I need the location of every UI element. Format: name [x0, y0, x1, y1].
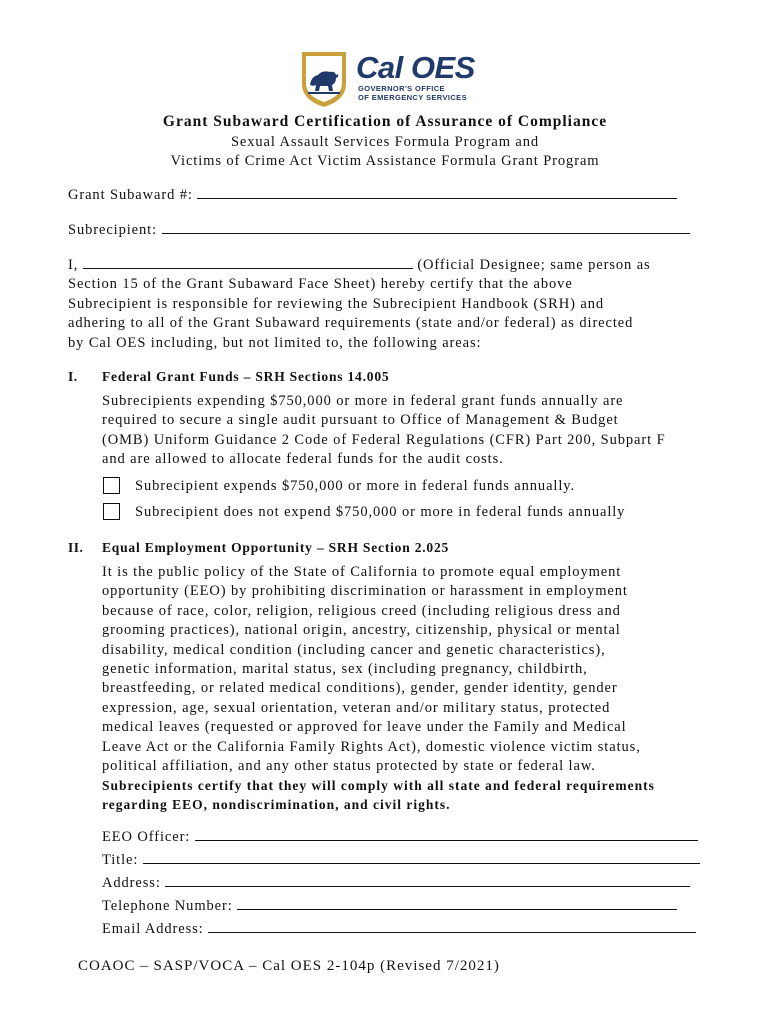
certification-line: regarding EEO, nondiscrimination, and civil rights.	[102, 797, 451, 813]
intro-line-1-text: (Official Designee; same person as	[417, 257, 651, 273]
section-1-line: (OMB) Uniform Guidance 2 Code of Federal Regulations (CFR) Part 200, Subpart F	[102, 431, 666, 448]
section-2-line: It is the public policy of the State of California to promote equal employment	[102, 564, 622, 580]
section-2-line: because of race, color, religion, religious creed (including religious dress and	[102, 602, 621, 619]
grant-subaward-label: Grant Subaward #:	[68, 187, 193, 203]
section-2-title: Equal Employment Opportunity – SRH Section 2.025	[102, 540, 450, 555]
not-expend-750k-label: Subrecipient does not expend $750,000 or more in federal funds annually	[135, 504, 626, 520]
section-2-line: expression, age, sexual orientation, veteran and/or military status, protected	[102, 699, 611, 716]
eeo-title-label: Title:	[102, 852, 139, 868]
section-2-line: breastfeeding, or related medical conditions), gender, gender identity, gender	[102, 680, 618, 697]
not-expend-750k-checkbox[interactable]	[103, 503, 120, 520]
subrecipient-row	[68, 221, 690, 239]
logo-subline-2: OF EMERGENCY SERVICES	[358, 93, 467, 102]
section-1-line: required to secure a single audit pursuant to Office of Management & Budget	[102, 412, 619, 429]
logo-subtext	[358, 84, 467, 102]
eeo-officer-label: EEO Officer:	[102, 829, 191, 845]
section-2-certification	[102, 776, 655, 815]
eeo-email-label: Email Address:	[102, 921, 204, 937]
expends-750k-label: Subrecipient expends $750,000 or more in federal funds annually.	[135, 478, 576, 494]
eeo-phone-row	[102, 897, 677, 915]
section-2-line: genetic information, marital status, sex (including pregnancy, childbirth,	[102, 661, 588, 678]
form-footer: COAOC – SASP/VOCA – Cal OES 2-104p (Revised 7/2021)	[78, 958, 500, 974]
grant-subaward-row	[68, 186, 677, 204]
subtitle-line-2: Victims of Crime Act Victim Assistance Formula Grant Program	[170, 153, 600, 169]
eeo-officer-field[interactable]	[195, 828, 698, 841]
intro-line-1	[68, 256, 651, 275]
expends-750k-checkbox[interactable]	[103, 477, 120, 494]
subrecipient-field[interactable]	[162, 221, 690, 234]
logo-brand-text: Cal OES	[356, 50, 475, 85]
intro-paragraph	[68, 256, 651, 353]
eeo-email-field[interactable]	[208, 920, 696, 933]
eeo-phone-field[interactable]	[237, 897, 677, 910]
subtitle-line-1: Sexual Assault Services Formula Program and	[230, 134, 540, 150]
certification-line: Subrecipients certify that they will comply with all state and federal requirements	[102, 778, 655, 793]
logo-subline-1: GOVERNOR'S OFFICE	[358, 84, 445, 93]
eeo-address-row	[102, 874, 690, 892]
section-1-number: I.	[68, 369, 78, 384]
section-2-number: II.	[68, 540, 84, 555]
section-2-line: medical leaves (requested or approved for leave under the Family and Medical	[102, 719, 627, 736]
intro-line-5: by Cal OES including, but not limited to, the following areas:	[68, 334, 482, 351]
official-designee-field[interactable]	[83, 256, 413, 269]
eeo-email-row	[102, 920, 696, 938]
cal-oes-logo	[300, 50, 480, 108]
section-1-line: and are allowed to allocate federal funds for the audit costs.	[102, 451, 504, 468]
section-2-body	[102, 563, 641, 776]
section-2-line: disability, medical condition (including cancer and genetic characteristics),	[102, 641, 606, 658]
document-title: Grant Subaward Certification of Assurance of Compliance	[162, 113, 608, 130]
bear-shield-icon	[300, 50, 348, 108]
eeo-title-field[interactable]	[143, 851, 700, 864]
section-2-line: opportunity (EEO) by prohibiting discrimination or harassment in employment	[102, 583, 628, 600]
eeo-address-field[interactable]	[165, 874, 690, 887]
section-2-line: grooming practices), national origin, ancestry, citizenship, physical or mental	[102, 622, 621, 639]
eeo-title-row	[102, 851, 700, 869]
eeo-officer-row	[102, 828, 698, 846]
intro-line-4: adhering to all of the Grant Subaward requirements (state and/or federal) as directed	[68, 315, 634, 332]
intro-line-3: Subrecipient is responsible for reviewing the Subrecipient Handbook (SRH) and	[68, 295, 605, 312]
section-1-body	[102, 392, 666, 470]
eeo-phone-label: Telephone Number:	[102, 898, 233, 914]
section-2-line: Leave Act or the California Family Rights Act), domestic violence victim status,	[102, 738, 641, 755]
subrecipient-label: Subrecipient:	[68, 222, 158, 238]
section-2-line: political affiliation, and any other status protected by state or federal law.	[102, 758, 596, 775]
section-1-line: Subrecipients expending $750,000 or more in federal grant funds annually are	[102, 393, 624, 409]
intro-line-2: Section 15 of the Grant Subaward Face Sheet) hereby certify that the above	[68, 276, 573, 293]
eeo-address-label: Address:	[102, 875, 161, 891]
grant-subaward-field[interactable]	[197, 186, 677, 199]
section-1-title: Federal Grant Funds – SRH Sections 14.005	[102, 369, 390, 384]
intro-i-label: I,	[68, 257, 79, 273]
